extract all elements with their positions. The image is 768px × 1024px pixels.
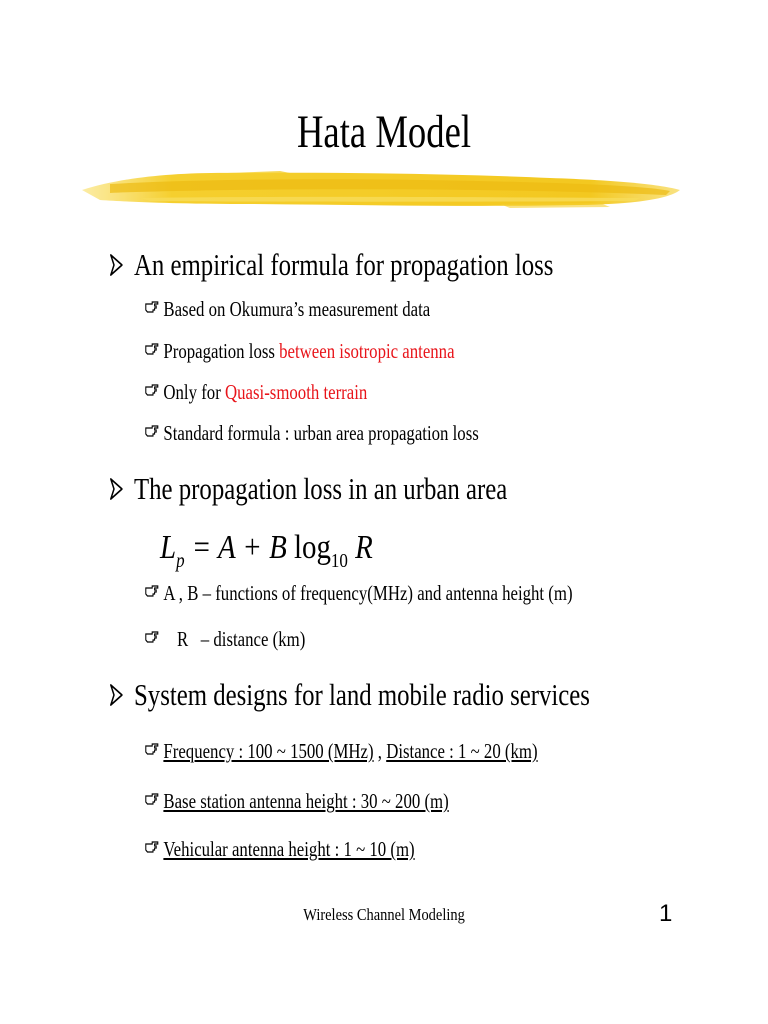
- footer-text: Wireless Channel Modeling: [303, 905, 465, 924]
- yellow-brush-stroke: [80, 160, 682, 224]
- arrowhead-bullet-icon: [110, 478, 123, 500]
- pointing-hand-icon: [145, 382, 159, 398]
- item-text: Vehicular antenna height : 1 ~ 10 (m): [163, 837, 415, 861]
- equation-log-subscript: 10: [330, 550, 348, 572]
- item-separator: ,: [373, 739, 387, 763]
- equation-lhs-subscript: p: [176, 550, 185, 572]
- arrowhead-bullet-icon: [110, 684, 123, 706]
- pointing-hand-icon: [145, 629, 159, 645]
- item-highlight: Quasi-smooth terrain: [225, 380, 368, 404]
- footer: [0, 904, 768, 926]
- section-2-heading: [110, 470, 507, 508]
- item-text: Standard formula : urban area propagation loss: [163, 421, 479, 445]
- item-text: Only for: [163, 380, 225, 404]
- section-heading-text: The propagation loss in an urban area: [134, 471, 508, 506]
- propagation-loss-equation: [160, 528, 373, 581]
- item-text-frequency: Frequency : 100 ~ 1500 (MHz): [163, 739, 374, 763]
- list-item: [145, 338, 455, 364]
- equation-lhs: L: [160, 529, 177, 566]
- pointing-hand-icon: [145, 583, 159, 599]
- page-number: 1: [659, 900, 673, 927]
- list-item: [145, 788, 449, 814]
- section-1-heading: [110, 246, 553, 284]
- list-item: [145, 379, 367, 405]
- equation-rhs-a: = A + B: [184, 529, 294, 566]
- pointing-hand-icon: [145, 791, 159, 807]
- slide-title: Hata Model: [296, 106, 472, 158]
- pointing-hand-icon: [145, 423, 159, 439]
- item-highlight: between isotropic antenna: [279, 339, 455, 363]
- item-text: R – distance (km): [177, 627, 306, 651]
- item-text: Based on Okumura’s measurement data: [163, 297, 431, 321]
- list-item: [145, 626, 305, 652]
- list-item: [145, 738, 538, 764]
- pointing-hand-icon: [145, 341, 159, 357]
- item-text: A , B – functions of frequency(MHz) and antenna height (m): [163, 581, 573, 605]
- item-text-distance: Distance : 1 ~ 20 (km): [386, 739, 538, 763]
- equation-log: log: [293, 529, 331, 566]
- list-item: [145, 580, 573, 606]
- section-heading-text: System designs for land mobile radio services: [134, 677, 590, 712]
- item-text: Base station antenna height : 30 ~ 200 (m): [163, 789, 449, 813]
- list-item: [145, 296, 430, 322]
- equation-rhs-b: R: [347, 529, 373, 566]
- section-heading-text: An empirical formula for propagation loss: [134, 247, 554, 282]
- arrowhead-bullet-icon: [110, 254, 123, 276]
- pointing-hand-icon: [145, 299, 159, 315]
- list-item: [145, 836, 415, 862]
- pointing-hand-icon: [145, 741, 159, 757]
- pointing-hand-icon: [145, 839, 159, 855]
- list-item: [145, 420, 479, 446]
- item-text: Propagation loss: [163, 339, 280, 363]
- section-3-heading: [110, 676, 590, 714]
